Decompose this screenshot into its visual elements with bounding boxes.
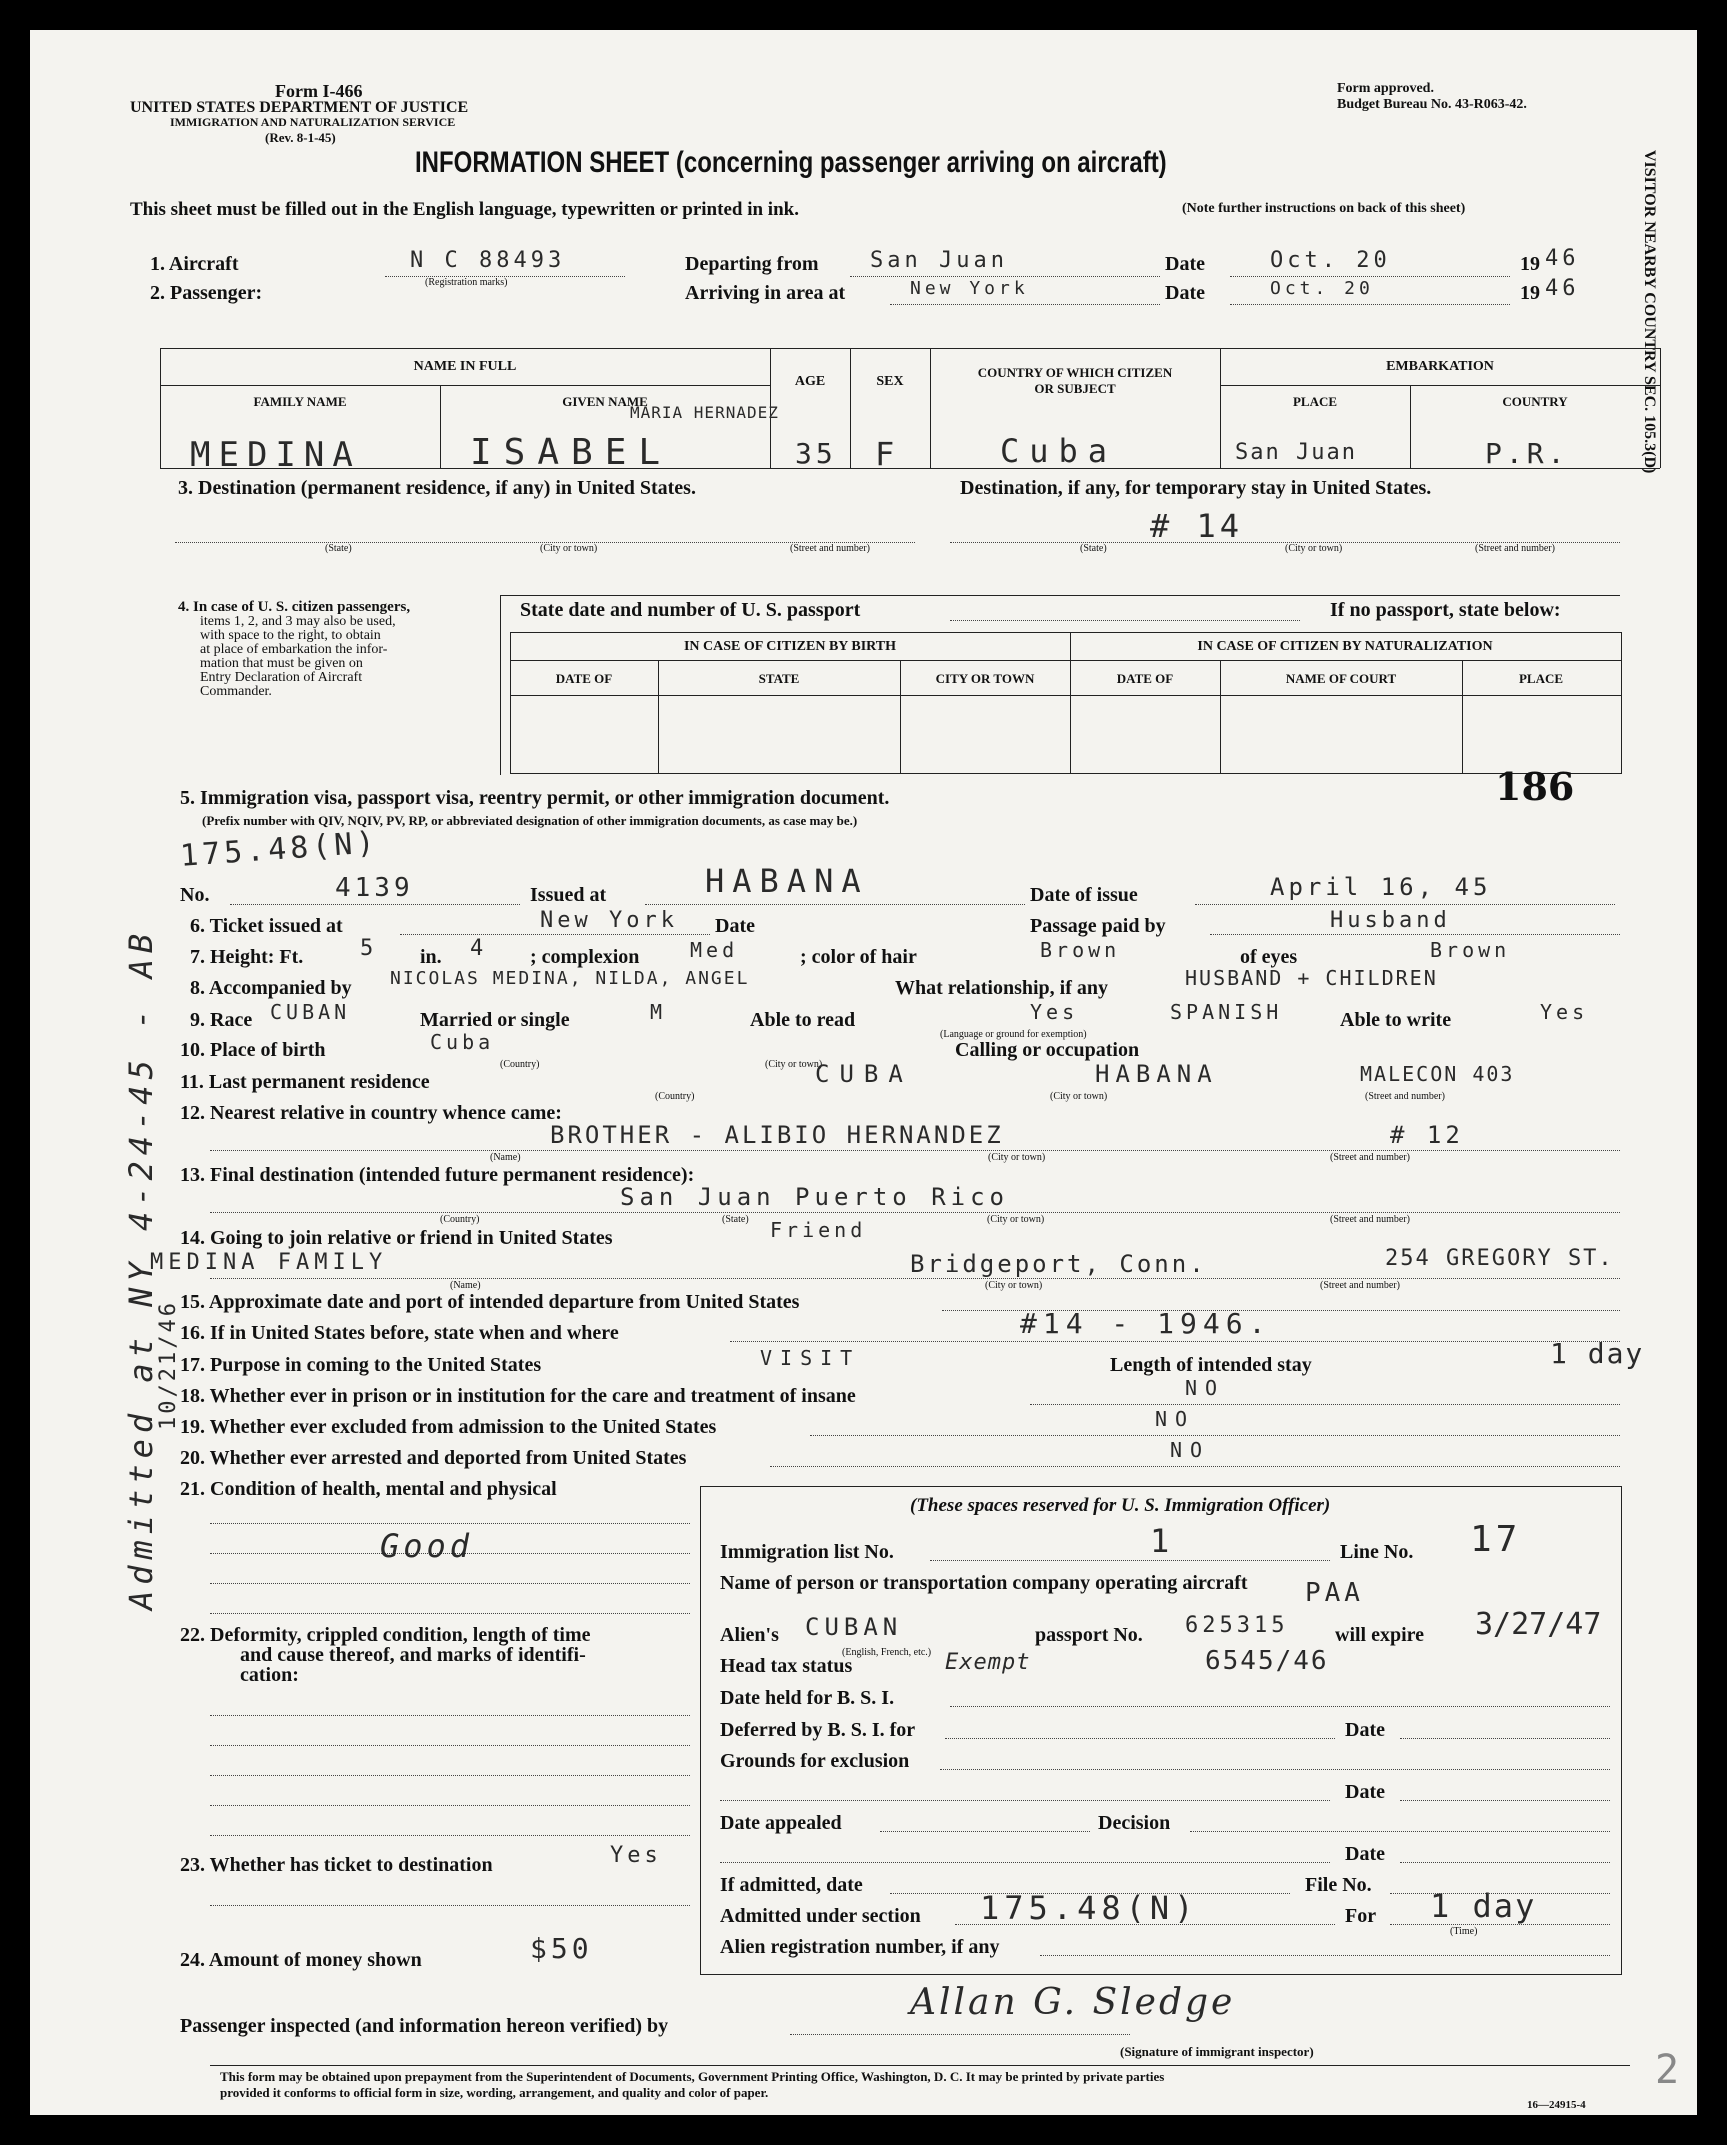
appealed-label: Date appealed	[720, 1812, 842, 1834]
married-value: M	[650, 1000, 667, 1024]
purpose-value: VISIT	[760, 1346, 861, 1370]
for-value: 1 day	[1430, 1887, 1537, 1925]
excluded-value: NO	[1155, 1407, 1196, 1431]
arrive-date-label: Date	[1165, 282, 1205, 304]
passenger-label: 2. Passenger:	[150, 282, 263, 304]
footer-line-2: provided it conforms to official form in size, wording, arrangement, and quality and color of paper.	[220, 2085, 769, 2100]
deformity-label-3: cation:	[240, 1664, 299, 1686]
family-name-header: FAMILY NAME	[253, 394, 347, 409]
issued-at-label: Issued at	[530, 884, 607, 906]
nearest-relative-value: BROTHER - ALIBIO HERNANDEZ	[550, 1121, 1004, 1149]
department: UNITED STATES DEPARTMENT OF JUSTICE	[130, 99, 469, 116]
arriving-value: New York	[910, 278, 1029, 299]
dest-state-sub: (State)	[325, 543, 352, 554]
height-ft: 5	[360, 936, 378, 961]
birth-state-col: STATE	[758, 671, 800, 686]
temp-state-sub: (State)	[1080, 543, 1107, 554]
complexion-value: Med	[690, 938, 739, 962]
citizen-note-line: mation that must be given on	[200, 656, 363, 671]
paid-by-value: Husband	[1330, 908, 1451, 933]
footer-code: 16—24915-4	[1527, 2099, 1586, 2111]
place-value: San Juan	[1235, 440, 1357, 465]
margin-note-date: 10/21/46	[156, 1300, 181, 1430]
passport-label: State date and number of U. S. passport	[520, 599, 861, 621]
expire-label: will expire	[1335, 1624, 1425, 1646]
visa-margin-value: 175.48(N)	[178, 825, 380, 874]
decision-label: Decision	[1098, 1812, 1171, 1834]
relative-street-sub: (Street and number)	[1330, 1152, 1410, 1163]
sex-value: F	[875, 435, 899, 473]
relationship-label: What relationship, if any	[895, 977, 1108, 999]
relative-city-sub: (City or town)	[988, 1152, 1046, 1163]
prison-label: 18. Whether ever in prison or in institution for the care and treatment of insane	[180, 1385, 856, 1407]
alien-label: Alien's	[720, 1624, 779, 1646]
complexion-label: ; complexion	[530, 946, 640, 968]
bsi-label: Date held for B. S. I.	[720, 1687, 895, 1709]
health-label: 21. Condition of health, mental and physical	[180, 1478, 557, 1500]
departing-label: Departing from	[685, 253, 819, 275]
deformity-label: 22. Deformity, crippled condition, length of time	[180, 1624, 591, 1646]
health-value: Good	[380, 1527, 474, 1565]
eyes-label: of eyes	[1240, 946, 1298, 968]
race-label: 9. Race	[190, 1009, 253, 1031]
head-tax-number: 6545/46	[1205, 1646, 1329, 1676]
name-in-full-header: NAME IN FULL	[413, 359, 517, 374]
final-destination-label: 13. Final destination (intended future permanent residence):	[180, 1164, 695, 1186]
last-residence-street: MALECON 403	[1360, 1062, 1515, 1086]
arrive-year: 46	[1545, 276, 1580, 301]
line-no-value: 17	[1470, 1519, 1522, 1560]
aircraft-value: N C 88493	[410, 248, 566, 273]
company-label: Name of person or transportation company operating aircraft	[720, 1572, 1248, 1594]
height-in-label: in.	[420, 946, 442, 968]
ticket-value: New York	[540, 908, 678, 933]
ticket-destination-label: 23. Whether has ticket to destination	[180, 1854, 493, 1876]
officer-passport-value: 625315	[1185, 1613, 1289, 1638]
list-no-value: 1	[1150, 1522, 1174, 1560]
excluded-label: 19. Whether ever excluded from admission to the United States	[180, 1416, 717, 1438]
paid-by-label: Passage paid by	[1030, 915, 1166, 937]
revision: (Rev. 8-1-45)	[265, 130, 336, 145]
deformity-label-2: and cause thereof, and marks of identifi-	[240, 1644, 586, 1666]
ticket-label: 6. Ticket issued at	[190, 915, 343, 937]
expire-value: 3/27/47	[1475, 1607, 1602, 1642]
given-name-extra: MARIA HERNADEZ	[630, 403, 779, 422]
temp-street-sub: (Street and number)	[1475, 543, 1555, 554]
registration-sub: (Registration marks)	[425, 277, 508, 288]
sex-header: SEX	[876, 374, 904, 389]
destination-label: 3. Destination (permanent residence, if any) in United States.	[178, 477, 696, 499]
issue-date-label: Date of issue	[1030, 884, 1138, 906]
read-value: Yes	[1030, 1000, 1079, 1024]
accompanied-label: 8. Accompanied by	[190, 977, 352, 999]
last-street-sub: (Street and number)	[1365, 1091, 1445, 1102]
language-value: SPANISH	[1170, 1000, 1283, 1024]
dest-street-sub: (Street and number)	[790, 543, 870, 554]
birthplace-value: Cuba	[430, 1030, 495, 1054]
join-name-value: MEDINA FAMILY	[150, 1250, 388, 1275]
join-relative-label: 14. Going to join relative or friend in United States	[180, 1227, 613, 1249]
no-passport-label: If no passport, state below:	[1330, 599, 1561, 621]
citizen-note-line: with space to the right, to obtain	[200, 628, 381, 643]
temp-city-sub: (City or town)	[1285, 543, 1343, 554]
officer-passport-label: passport No.	[1035, 1624, 1143, 1646]
citizen-note-line: Entry Declaration of Aircraft	[200, 670, 363, 685]
join-relative-value: Friend	[770, 1218, 867, 1242]
last-residence-label: 11. Last permanent residence	[180, 1071, 430, 1093]
section-value: 175.48(N)	[980, 1889, 1199, 1927]
birthplace-label: 10. Place of birth	[180, 1039, 326, 1061]
height-label: 7. Height: Ft.	[190, 946, 304, 968]
relationship-value: HUSBAND + CHILDREN	[1185, 966, 1438, 990]
depart-year-prefix: 19	[1520, 253, 1540, 275]
alien-value: CUBAN	[805, 1613, 903, 1641]
head-tax-value: Exempt	[945, 1650, 1031, 1675]
officer-title: (These spaces reserved for U. S. Immigration Officer)	[910, 1495, 1331, 1516]
citizen-note-line: 4. In case of U. S. citizen passengers,	[178, 599, 411, 615]
note-line: (Note further instructions on back of this sheet)	[1182, 201, 1466, 216]
nearest-relative-label: 12. Nearest relative in country whence came:	[180, 1102, 562, 1124]
footer-line-1: This form may be obtained upon prepayment from the Superintendent of Documents, Government Printing Office, Washington, D. C. It may be printed by private parties	[220, 2069, 1165, 2084]
service: IMMIGRATION AND NATURALIZATION SERVICE	[170, 115, 456, 129]
margin-note: Admitted at NY 4-24-45 - AB	[122, 927, 160, 1610]
join-street-value: 254 GREGORY ST.	[1385, 1246, 1614, 1271]
age-value: 35	[795, 437, 837, 470]
temp-destination-value: # 14	[1150, 507, 1244, 545]
ticket-destination-value: Yes	[610, 1843, 662, 1868]
depart-date-label: Date	[1165, 253, 1205, 275]
country-value: P.R.	[1485, 437, 1569, 470]
head-tax-label: Head tax status	[720, 1655, 853, 1677]
citizen-value: Cuba	[1000, 432, 1118, 470]
occupation-label: Calling or occupation	[955, 1039, 1140, 1061]
arriving-label: Arriving in area at	[685, 282, 846, 304]
deferred-date-label: Date	[1345, 1719, 1385, 1741]
line-no-label: Line No.	[1340, 1541, 1414, 1563]
given-name-value: ISABEL	[470, 432, 673, 473]
money-value: $50	[530, 1932, 593, 1965]
final-street-sub: (Street and number)	[1330, 1214, 1410, 1225]
nearest-relative-street: # 12	[1390, 1121, 1464, 1149]
citizen-note-line: at place of embarkation the infor-	[200, 642, 388, 657]
final-city-sub: (City or town)	[987, 1214, 1045, 1225]
last-country-sub: (Country)	[655, 1091, 695, 1102]
visa-label: 5. Immigration visa, passport visa, reentry permit, or other immigration document.	[180, 787, 890, 809]
citizen-note	[178, 600, 498, 699]
issue-date-value: April 16, 45	[1270, 873, 1492, 901]
stay-value: 1 day	[1550, 1337, 1645, 1370]
appeal-date-label: Date	[1345, 1843, 1385, 1865]
section-label: Admitted under section	[720, 1905, 921, 1927]
aircraft-label: 1. Aircraft	[150, 253, 239, 275]
visa-sub: (Prefix number with QIV, NQIV, PV, RP, or abbreviated designation of other immigration documents, as case may be.)	[202, 813, 858, 828]
last-city-sub: (City or town)	[1050, 1091, 1108, 1102]
side-stamp: VISITOR NEARBY COUNTRY SEC. 105.3(D)	[1641, 150, 1658, 474]
relative-name-sub: (Name)	[490, 1152, 521, 1163]
deferred-label: Deferred by B. S. I. for	[720, 1719, 916, 1741]
instruction-line: This sheet must be filled out in the English language, typewritten or printed in ink.	[130, 199, 799, 220]
subject-header: OR SUBJECT	[1034, 381, 1116, 396]
family-name-value: MEDINA	[190, 435, 361, 475]
depart-date-value: Oct. 20	[1270, 248, 1391, 273]
nat-court-col: NAME OF COURT	[1285, 671, 1397, 686]
citizen-header: COUNTRY OF WHICH CITIZEN	[977, 365, 1173, 380]
inspector-signature: Allan G. Sledge	[910, 1982, 1236, 2023]
list-no-label: Immigration list No.	[720, 1541, 894, 1563]
naturalization-header: IN CASE OF CITIZEN BY NATURALIZATION	[1197, 639, 1493, 654]
birth-country-sub: (Country)	[500, 1059, 540, 1070]
birth-city-sub: (City or town)	[765, 1059, 823, 1070]
time-sub: (Time)	[1450, 1926, 1478, 1937]
file-no-label: File No.	[1305, 1874, 1372, 1896]
arrive-date-value: Oct. 20	[1270, 278, 1374, 299]
ticket-date-label: Date	[715, 915, 755, 937]
birth-header: IN CASE OF CITIZEN BY BIRTH	[683, 639, 897, 654]
admitted-date-label: If admitted, date	[720, 1874, 863, 1896]
previous-visit-value: #14 - 1946.	[1020, 1307, 1272, 1340]
corner-mark: 2	[1655, 2047, 1684, 2093]
for-label: For	[1345, 1905, 1377, 1927]
nat-date-col: DATE OF	[1116, 671, 1174, 686]
place-header: PLACE	[1292, 394, 1338, 409]
visa-no-value: 4139	[335, 873, 414, 903]
citizen-note-line: Commander.	[200, 684, 272, 699]
birth-city-col: CITY OR TOWN	[935, 671, 1035, 686]
nat-place-col: PLACE	[1518, 671, 1564, 686]
departure-label: 15. Approximate date and port of intended departure from United States	[180, 1291, 800, 1313]
country-header: COUNTRY	[1502, 394, 1568, 409]
write-label: Able to write	[1340, 1009, 1452, 1031]
company-value: PAA	[1305, 1578, 1364, 1608]
last-residence-country: CUBA	[815, 1060, 913, 1088]
exemption-sub: (Language or ground for exemption)	[940, 1029, 1087, 1040]
height-in: 4	[470, 936, 488, 961]
form-approved: Form approved.	[1337, 81, 1434, 96]
age-header: AGE	[794, 374, 826, 389]
arrive-year-prefix: 19	[1520, 282, 1540, 304]
join-city-value: Bridgeport, Conn.	[910, 1250, 1207, 1278]
alien-reg-label: Alien registration number, if any	[720, 1936, 1000, 1958]
married-label: Married or single	[420, 1009, 570, 1031]
deported-value: NO	[1170, 1438, 1211, 1462]
page-title: INFORMATION SHEET (concerning passenger arriving on aircraft)	[415, 146, 1167, 179]
final-destination-value: San Juan Puerto Rico	[620, 1183, 1009, 1211]
inspected-label: Passenger inspected (and information hereon verified) by	[180, 2015, 669, 2037]
join-city-sub: (City or town)	[985, 1280, 1043, 1291]
form-number: Form I-466	[275, 81, 363, 101]
issued-at-value: HABANA	[705, 862, 869, 900]
hair-label: ; color of hair	[800, 946, 917, 968]
last-residence-city: HABANA	[1095, 1060, 1218, 1088]
write-value: Yes	[1540, 1000, 1589, 1024]
hair-value: Brown	[1040, 938, 1121, 962]
temp-destination-label: Destination, if any, for temporary stay in United States.	[960, 477, 1432, 499]
final-country-sub: (Country)	[440, 1214, 480, 1225]
stay-label: Length of intended stay	[1110, 1354, 1312, 1376]
departing-value: San Juan	[870, 248, 1008, 273]
grounds-date-label: Date	[1345, 1781, 1385, 1803]
read-label: Able to read	[750, 1009, 856, 1031]
join-name-sub: (Name)	[450, 1280, 481, 1291]
race-value: CUBAN	[270, 1000, 351, 1024]
eyes-value: Brown	[1430, 938, 1511, 962]
final-state-sub: (State)	[722, 1214, 749, 1225]
accompanied-value: NICOLAS MEDINA, NILDA, ANGEL	[390, 968, 750, 989]
form-sheet	[30, 30, 1697, 2115]
alien-sub: (English, French, etc.)	[842, 1647, 932, 1658]
money-label: 24. Amount of money shown	[180, 1949, 422, 1971]
dest-city-sub: (City or town)	[540, 543, 598, 554]
depart-year: 46	[1545, 246, 1580, 271]
grounds-label: Grounds for exclusion	[720, 1750, 910, 1772]
embarkation-header: EMBARKATION	[1386, 359, 1494, 374]
join-street-sub: (Street and number)	[1320, 1280, 1400, 1291]
previous-visit-label: 16. If in United States before, state when and where	[180, 1322, 619, 1344]
prison-value: NO	[1185, 1376, 1226, 1400]
birth-date-col: DATE OF	[555, 671, 613, 686]
signature-sub: (Signature of immigrant inspector)	[1120, 2044, 1314, 2059]
page-number: 186	[1495, 764, 1575, 809]
citizen-note-line: items 1, 2, and 3 may also be used,	[200, 614, 396, 629]
visa-no-label: No.	[180, 884, 210, 906]
deported-label: 20. Whether ever arrested and deported from United States	[180, 1447, 687, 1469]
purpose-label: 17. Purpose in coming to the United States	[180, 1354, 542, 1376]
budget-bureau: Budget Bureau No. 43-R063-42.	[1337, 97, 1527, 112]
given-name-header: GIVEN NAME	[562, 394, 648, 409]
